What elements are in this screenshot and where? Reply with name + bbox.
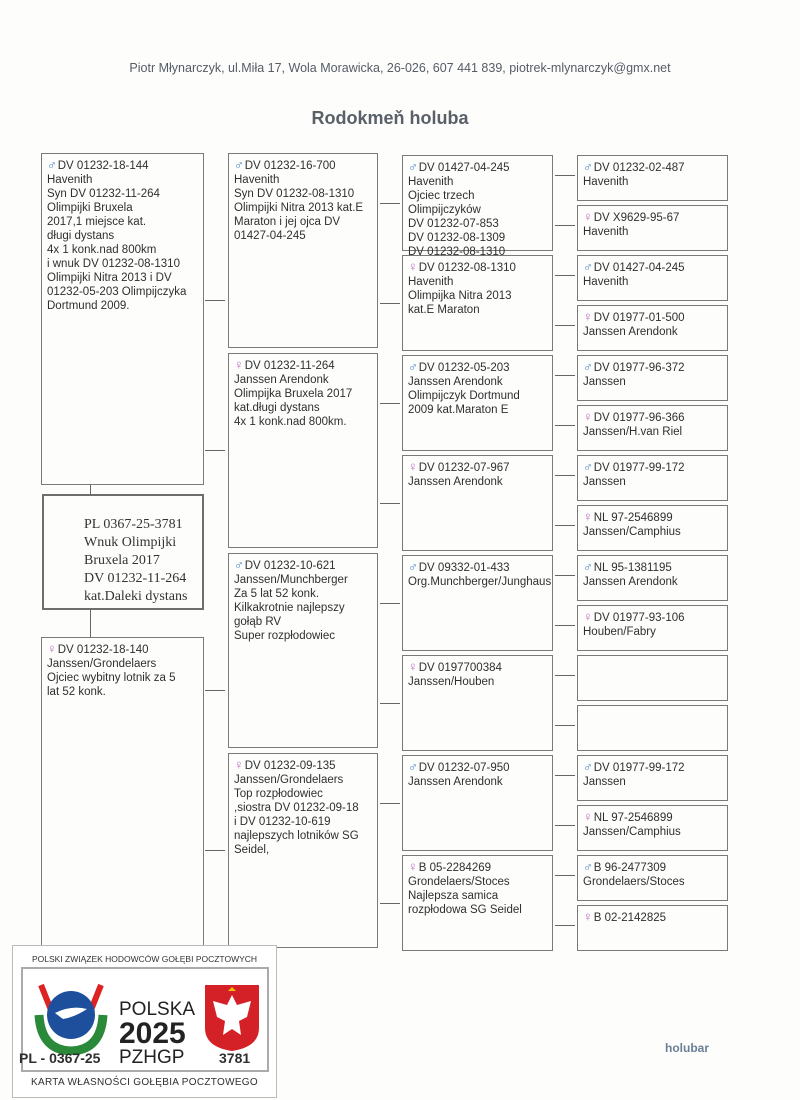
ring-number: DV 01977-96-372 bbox=[593, 362, 685, 374]
ring-line bbox=[234, 758, 372, 773]
female-symbol-icon: ♀ bbox=[583, 309, 593, 324]
great-great-grandparent-box bbox=[577, 555, 728, 601]
great-grandparent-box bbox=[402, 855, 553, 951]
pigeon-details: Janssen Arendonk bbox=[408, 776, 503, 788]
great-great-grandparent-box bbox=[577, 605, 728, 651]
pigeon-details: Janssen Arendonk bbox=[583, 576, 678, 588]
pigeon-details: Havenith Syn DV 01232-08-1310 Olimpijki Nitra 2013 kat.E Maraton i jej ojca DV 01427-04-245 bbox=[234, 174, 364, 242]
great-great-grandparent-box bbox=[577, 805, 728, 851]
connector-line bbox=[555, 775, 575, 776]
connector-line bbox=[205, 690, 225, 691]
connector-line bbox=[90, 485, 91, 494]
ring-line bbox=[583, 610, 722, 625]
male-symbol-icon: ♂ bbox=[583, 559, 593, 574]
ring-number: DV 01977-01-500 bbox=[593, 312, 685, 324]
page-title: Rodokmeň holuba bbox=[311, 108, 469, 128]
ring-number: DV 01977-99-172 bbox=[593, 462, 685, 474]
card-ring-number: 3781 bbox=[219, 1050, 251, 1066]
connector-line bbox=[205, 300, 225, 301]
ring-line bbox=[583, 160, 722, 175]
ring-line bbox=[583, 860, 722, 875]
pigeon-details: Janssen/Grondelaers Top rozpłodowiec ,siostra DV 01232-09-18 i DV 01232-10-619 najlepszych lotników SG Seidel, bbox=[234, 774, 359, 856]
ring-number: DV 01977-99-172 bbox=[593, 762, 685, 774]
pigeon-details: Havenith bbox=[583, 176, 629, 188]
grandparent-box bbox=[228, 753, 378, 948]
ring-number: DV 09332-01-433 bbox=[418, 562, 510, 574]
ring-line bbox=[408, 260, 547, 275]
grandparent-box bbox=[228, 553, 378, 748]
subject-pigeon-box: PL 0367-25-3781 Wnuk Olimpijki Bruxela 2017 DV 01232-11-264 kat.Daleki dystans bbox=[42, 494, 204, 610]
connector-line bbox=[555, 175, 575, 176]
ring-line bbox=[583, 210, 722, 225]
ring-line bbox=[408, 160, 547, 175]
ring-line bbox=[583, 310, 722, 325]
card-year: 2025 bbox=[119, 1017, 186, 1050]
great-great-grandparent-box bbox=[577, 855, 728, 901]
pigeon-details: Houben/Fabry bbox=[583, 626, 656, 638]
ring-line bbox=[583, 760, 722, 775]
ring-line bbox=[234, 358, 372, 373]
female-symbol-icon: ♀ bbox=[583, 809, 593, 824]
ring-line bbox=[408, 360, 547, 375]
card-country: POLSKA bbox=[119, 999, 196, 1020]
great-grandparent-box bbox=[402, 455, 553, 551]
ring-number: B 02-2142825 bbox=[593, 912, 667, 924]
male-symbol-icon: ♂ bbox=[583, 859, 593, 874]
connector-line bbox=[380, 203, 400, 204]
connector-line bbox=[555, 325, 575, 326]
ring-line bbox=[583, 560, 722, 575]
grandparent-box bbox=[228, 153, 378, 348]
connector-line bbox=[555, 525, 575, 526]
female-symbol-icon: ♀ bbox=[583, 909, 593, 924]
ring-line bbox=[47, 642, 198, 657]
ring-line bbox=[234, 158, 372, 173]
polish-eagle-emblem-icon bbox=[203, 983, 261, 1053]
pigeon-details: Janssen/Camphius bbox=[583, 526, 681, 538]
ring-line bbox=[408, 560, 547, 575]
male-symbol-icon: ♂ bbox=[234, 557, 244, 572]
pigeon-details: Janssen/Camphius bbox=[583, 826, 681, 838]
ring-line bbox=[583, 510, 722, 525]
connector-line bbox=[555, 275, 575, 276]
card-abbr: PZHGP bbox=[119, 1047, 185, 1068]
female-symbol-icon: ♀ bbox=[47, 641, 57, 656]
pigeon-details: Janssen/Grondelaers Ojciec wybitny lotnik za 5 lat 52 konk. bbox=[47, 658, 176, 698]
connector-line bbox=[380, 903, 400, 904]
female-symbol-icon: ♀ bbox=[408, 659, 418, 674]
connector-line bbox=[555, 675, 575, 676]
ring-number: DV X9629-95-67 bbox=[593, 212, 680, 224]
great-grandparent-box bbox=[402, 155, 553, 258]
ring-line bbox=[583, 360, 722, 375]
pigeon-details: Havenith bbox=[583, 226, 629, 238]
great-great-grandparent-box bbox=[577, 505, 728, 551]
male-symbol-icon: ♂ bbox=[47, 157, 57, 172]
ring-number: DV 01427-04-245 bbox=[593, 262, 685, 274]
female-symbol-icon: ♀ bbox=[583, 409, 593, 424]
ring-line bbox=[47, 158, 198, 173]
connector-line bbox=[555, 725, 575, 726]
male-symbol-icon: ♂ bbox=[583, 259, 593, 274]
connector-line bbox=[555, 475, 575, 476]
pigeon-details: Havenith bbox=[583, 276, 629, 288]
ring-number: DV 0197700384 bbox=[418, 662, 502, 674]
male-symbol-icon: ♂ bbox=[583, 159, 593, 174]
great-grandparent-box bbox=[402, 655, 553, 751]
connector-line bbox=[555, 225, 575, 226]
ring-number: DV 01232-08-1310 bbox=[418, 262, 516, 274]
ring-number: NL 95-1381195 bbox=[593, 562, 672, 574]
connector-line bbox=[555, 925, 575, 926]
ring-number: DV 01427-04-245 bbox=[418, 162, 510, 174]
pigeon-details: Havenith Ojciec trzech Olimpijczyków DV 01232-07-853 DV 01232-08-1309 DV 01232-08-1310 bbox=[408, 176, 506, 258]
connector-line bbox=[555, 575, 575, 576]
great-grandparent-box bbox=[402, 755, 553, 851]
card-organization: POLSKI ZWIĄZEK HODOWCÓW GOŁĘBI POCZTOWYCH bbox=[31, 954, 258, 964]
connector-line bbox=[555, 875, 575, 876]
female-symbol-icon: ♀ bbox=[234, 757, 244, 772]
connector-line bbox=[555, 375, 575, 376]
ring-number: B 05-2284269 bbox=[418, 862, 492, 874]
male-symbol-icon: ♂ bbox=[408, 359, 418, 374]
grandparent-box bbox=[228, 353, 378, 548]
female-symbol-icon: ♀ bbox=[408, 259, 418, 274]
ring-number: DV 01232-11-264 bbox=[244, 360, 335, 372]
sire-box bbox=[41, 153, 204, 485]
pigeon-details: Janssen bbox=[583, 476, 626, 488]
holubar-logo: holubar bbox=[665, 1041, 709, 1055]
male-symbol-icon: ♂ bbox=[234, 157, 244, 172]
ring-number: DV 01977-93-106 bbox=[593, 612, 685, 624]
great-great-grandparent-box bbox=[577, 905, 728, 951]
pigeon-details: Org.Munchberger/Junghaus bbox=[408, 576, 552, 588]
great-great-grandparent-box bbox=[577, 305, 728, 351]
ring-line bbox=[583, 410, 722, 425]
male-symbol-icon: ♂ bbox=[408, 159, 418, 174]
male-symbol-icon: ♂ bbox=[408, 759, 418, 774]
ring-number: DV 01232-16-700 bbox=[244, 160, 336, 172]
ring-number: DV 01232-07-967 bbox=[418, 462, 510, 474]
male-symbol-icon: ♂ bbox=[583, 359, 593, 374]
connector-line bbox=[380, 603, 400, 604]
ring-line bbox=[583, 260, 722, 275]
ring-line bbox=[408, 660, 547, 675]
ring-line bbox=[408, 460, 547, 475]
connector-line bbox=[555, 425, 575, 426]
ring-line bbox=[583, 910, 722, 925]
card-ring-prefix: PL - 0367-25 bbox=[19, 1050, 101, 1066]
connector-line bbox=[555, 625, 575, 626]
ring-number: DV 01232-18-144 bbox=[57, 160, 149, 172]
pigeon-details: Janssen/H.van Riel bbox=[583, 426, 683, 438]
great-great-grandparent-box bbox=[577, 255, 728, 301]
great-great-grandparent-box bbox=[577, 155, 728, 201]
pigeon-details: Janssen Arendonk bbox=[408, 476, 503, 488]
connector-line bbox=[380, 803, 400, 804]
pigeon-details: Grondelaers/Stoces bbox=[583, 876, 685, 888]
male-symbol-icon: ♂ bbox=[583, 759, 593, 774]
great-great-grandparent-box bbox=[577, 755, 728, 801]
connector-line bbox=[555, 825, 575, 826]
pzhgp-logo-icon bbox=[31, 975, 111, 1055]
pigeon-details: Janssen Arendonk bbox=[583, 326, 678, 338]
female-symbol-icon: ♀ bbox=[408, 859, 418, 874]
ring-line bbox=[583, 460, 722, 475]
ownership-card bbox=[12, 945, 277, 1098]
female-symbol-icon: ♀ bbox=[583, 509, 593, 524]
great-great-grandparent-box bbox=[577, 205, 728, 251]
pigeon-details: Havenith Olimpijka Nitra 2013 kat.E Maraton bbox=[408, 276, 512, 316]
great-great-grandparent-box bbox=[577, 355, 728, 401]
ring-number: DV 01232-07-950 bbox=[418, 762, 510, 774]
male-symbol-icon: ♂ bbox=[408, 559, 418, 574]
ring-number: DV 01232-18-140 bbox=[57, 644, 149, 656]
pigeon-details: Janssen Arendonk Olimpijczyk Dortmund 2009 kat.Maraton E bbox=[408, 376, 520, 416]
connector-line bbox=[205, 450, 225, 451]
ring-line bbox=[583, 810, 722, 825]
pigeon-details: Janssen bbox=[583, 776, 626, 788]
ring-number: DV 01232-10-621 bbox=[244, 560, 336, 572]
connector-line bbox=[380, 503, 400, 504]
ring-line bbox=[408, 860, 547, 875]
female-symbol-icon: ♀ bbox=[234, 357, 244, 372]
pigeon-details: Janssen/Munchberger Za 5 lat 52 konk. Kilkakrotnie najlepszy gołąb RV Super rozpłodowiec bbox=[234, 574, 348, 642]
ring-number: DV 01232-05-203 bbox=[418, 362, 510, 374]
card-footer: KARTA WŁASNOŚCI GOŁĘBIA POCZTOWEGO bbox=[31, 1077, 258, 1088]
ring-number: DV 01977-96-366 bbox=[593, 412, 685, 424]
connector-line bbox=[90, 610, 91, 637]
ring-number: B 96-2477309 bbox=[593, 862, 667, 874]
great-great-grandparent-box bbox=[577, 655, 728, 701]
great-grandparent-box bbox=[402, 355, 553, 451]
breeder-contact: Piotr Młynarczyk, ul.Miła 17, Wola Morawicka, 26-026, 607 441 839, piotrek-mlynarczyk@gmx.net bbox=[129, 61, 671, 75]
great-great-grandparent-box bbox=[577, 455, 728, 501]
ring-number: NL 97-2546899 bbox=[593, 512, 673, 524]
connector-line bbox=[380, 703, 400, 704]
female-symbol-icon: ♀ bbox=[408, 459, 418, 474]
great-grandparent-box bbox=[402, 555, 553, 651]
female-symbol-icon: ♀ bbox=[583, 609, 593, 624]
connector-line bbox=[205, 850, 225, 851]
dam-box bbox=[41, 637, 204, 967]
ring-line bbox=[408, 760, 547, 775]
great-great-grandparent-box bbox=[577, 705, 728, 751]
pigeon-details: Grondelaers/Stoces Najlepsza samica rozpłodowa SG Seidel bbox=[408, 876, 522, 916]
male-symbol-icon: ♂ bbox=[583, 459, 593, 474]
pigeon-details: Janssen/Houben bbox=[408, 676, 495, 688]
great-great-grandparent-box bbox=[577, 405, 728, 451]
pigeon-details: Havenith Syn DV 01232-11-264 Olimpijki Bruxela 2017,1 miejsce kat. długi dystans 4x 1 konk.nad 800km i wnuk DV 01232-08-1310 Olimpijki Nitra 2013 i DV 01232-05-203 Olimpijczyka Dortmund 2009. bbox=[47, 174, 187, 312]
ring-number: NL 97-2546899 bbox=[593, 812, 673, 824]
female-symbol-icon: ♀ bbox=[583, 209, 593, 224]
connector-line bbox=[380, 403, 400, 404]
ring-line bbox=[234, 558, 372, 573]
ring-number: DV 01232-02-487 bbox=[593, 162, 685, 174]
great-grandparent-box bbox=[402, 255, 553, 351]
pigeon-details: Janssen bbox=[583, 376, 626, 388]
ring-number: DV 01232-09-135 bbox=[244, 760, 336, 772]
pigeon-details: Janssen Arendonk Olimpijka Bruxela 2017 kat.długi dystans 4x 1 konk.nad 800km. bbox=[234, 374, 353, 428]
connector-line bbox=[380, 303, 400, 304]
